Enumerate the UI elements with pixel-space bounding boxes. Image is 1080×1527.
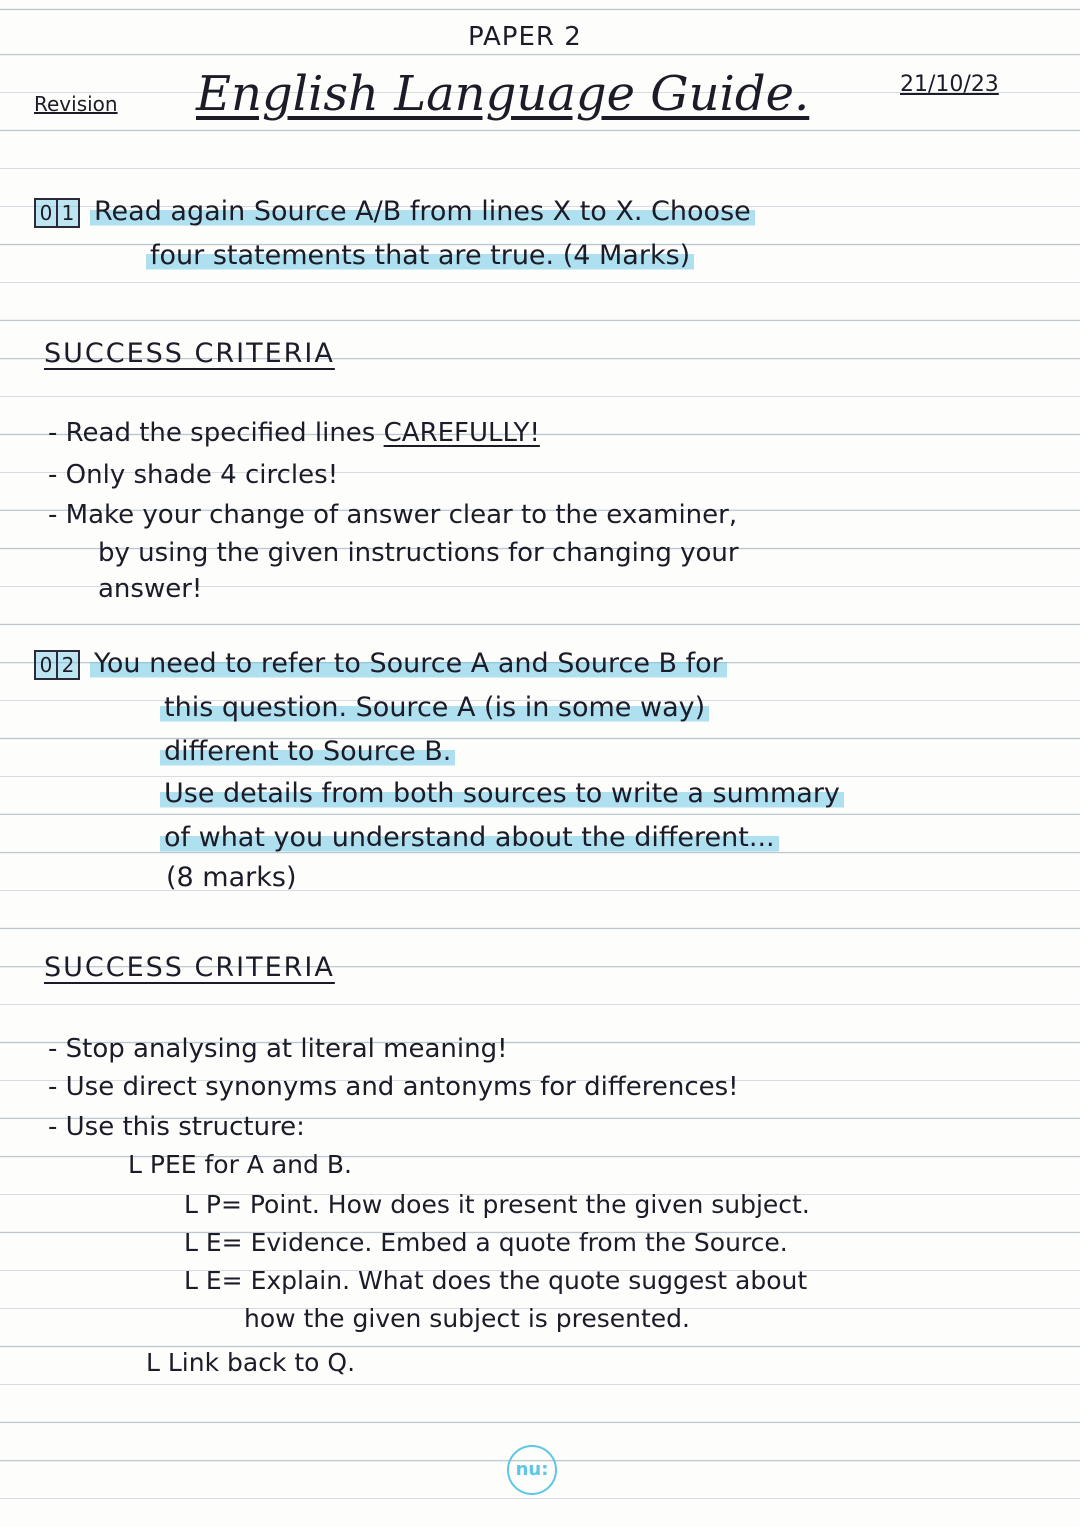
- date: 21/10/23: [900, 72, 999, 97]
- criteria-item: - Use this structure:: [48, 1112, 305, 1142]
- structure-explain-continued: how the given subject is presented.: [244, 1304, 690, 1333]
- criteria-item-continued: answer!: [98, 574, 203, 604]
- notebook-logo: nu:: [507, 1445, 557, 1495]
- question-02-line-6: (8 marks): [166, 862, 297, 893]
- criteria-item: - Stop analysing at literal meaning!: [48, 1034, 508, 1064]
- question-02: [34, 648, 727, 680]
- question-02-line-1: You need to refer to Source A and Source B for: [90, 648, 727, 679]
- question-number-box: 0 2: [34, 650, 80, 680]
- emphasis-carefully: CAREFULLY!: [383, 418, 540, 448]
- question-02-line-5: of what you understand about the different...: [160, 822, 779, 853]
- criteria-item: - Only shade 4 circles!: [48, 460, 339, 490]
- criteria-item: - Use direct synonyms and antonyms for differences!: [48, 1072, 739, 1102]
- revision-label: Revision: [34, 92, 118, 116]
- criteria-item: - Read the specified lines CAREFULLY!: [48, 418, 540, 448]
- structure-evidence: L E= Evidence. Embed a quote from the Source.: [184, 1228, 788, 1257]
- structure-point: L P= Point. How does it present the given subject.: [184, 1190, 810, 1219]
- page-title: English Language Guide.: [196, 66, 810, 122]
- question-02-line-2: this question. Source A (is in some way): [160, 692, 709, 723]
- criteria-item-continued: by using the given instructions for changing your: [98, 538, 739, 568]
- paper-label: PAPER 2: [468, 22, 582, 52]
- question-01: [34, 196, 755, 228]
- structure-link: L Link back to Q.: [146, 1348, 356, 1377]
- question-02-line-4: Use details from both sources to write a summary: [160, 778, 844, 809]
- success-criteria-heading-1: SUCCESS CRITERIA: [44, 338, 335, 369]
- question-01-line-1: Read again Source A/B from lines X to X. Choose: [90, 196, 755, 227]
- success-criteria-heading-2: SUCCESS CRITERIA: [44, 952, 335, 983]
- criteria-item: - Make your change of answer clear to the examiner,: [48, 500, 738, 530]
- question-number-box: 0 1: [34, 198, 80, 228]
- structure-top: L PEE for A and B.: [128, 1150, 352, 1179]
- question-02-line-3: different to Source B.: [160, 736, 455, 767]
- question-01-line-2: four statements that are true. (4 Marks): [146, 240, 694, 271]
- structure-explain: L E= Explain. What does the quote suggest about: [184, 1266, 808, 1295]
